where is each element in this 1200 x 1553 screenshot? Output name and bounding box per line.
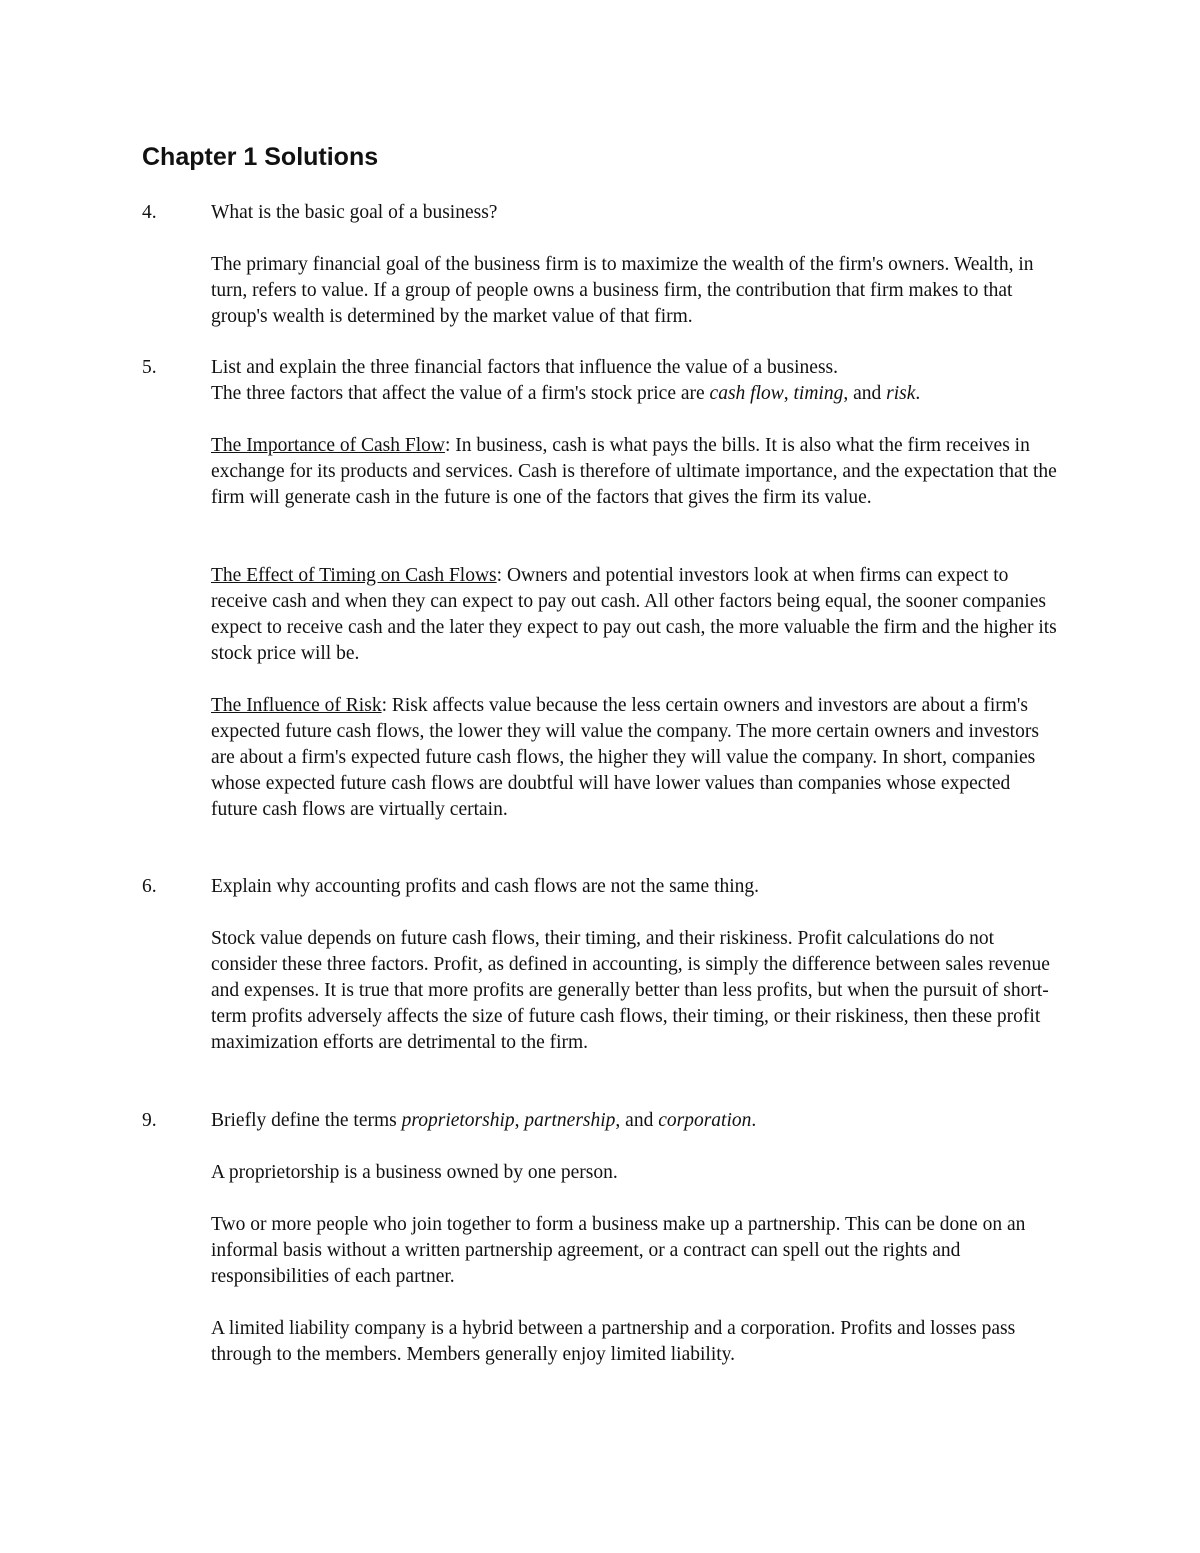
question-9-number: 9. (142, 1110, 157, 1131)
cash-flow-heading: The Importance of Cash Flow (211, 435, 445, 456)
question-9-suffix: . (751, 1110, 757, 1131)
risk-heading: The Influence of Risk (211, 695, 382, 716)
question-5-text (211, 355, 1061, 407)
question-4-answer: The primary financial goal of the business firm is to maximize the wealth of the firm's owners. Wealth, in turn, refers to value. If a group of people owns a business firm, the contribution that firm makes to that group's wealth is determined by the market value of that firm. (211, 254, 1034, 327)
llc-answer: A limited liability company is a hybrid between a partnership and a corporation. Profits and losses pass through to the members. Members generally enjoy limited liability. (211, 1318, 1016, 1365)
proprietorship-answer: A proprietorship is a business owned by one person. (211, 1162, 618, 1183)
term-partnership: partnership (524, 1110, 616, 1131)
timing-heading: The Effect of Timing on Cash Flows (211, 565, 497, 586)
question-4-number: 4. (142, 202, 157, 223)
risk-text: : Risk affects value because the less certain owners and investors are about a firm's expected future cash flows, the lower they will value the company. The more certain owners and investors are about a firm's expected future cash flows, the higher they will value the company. In short, companies whose expected future cash flows are doubtful will have lower values than companies whose expected future cash flows are virtually certain. (211, 695, 1039, 820)
question-4-text: What is the basic goal of a business? (211, 202, 498, 223)
term-corporation: corporation (658, 1110, 752, 1131)
factor-cash-flow: cash flow (709, 383, 784, 404)
page-title: Chapter 1 Solutions (142, 143, 379, 171)
timing-text: : Owners and potential investors look at when firms can expect to receive cash and when they can expect to pay out cash. All other factors being equal, the sooner companies expect to receive cash and the later they expect to pay out cash, the more valuable the firm and the higher its stock price will be. (211, 565, 1057, 664)
factor-timing: timing (793, 383, 844, 404)
question-5-number: 5. (142, 357, 157, 378)
term-separator-1: , (514, 1110, 525, 1131)
timing-paragraph (211, 563, 1061, 667)
term-proprietorship: proprietorship (401, 1110, 515, 1131)
question-6-number: 6. (142, 876, 157, 897)
partnership-answer: Two or more people who join together to form a business make up a partnership. This can be done on an informal basis without a written partnership agreement, or a contract can spell out the rights and responsibilities of each partner. (211, 1214, 1026, 1287)
question-5-prompt: List and explain the three financial factors that influence the value of a business. (211, 357, 839, 378)
factor-risk: risk (886, 383, 916, 404)
question-9-prefix: Briefly define the terms (211, 1110, 402, 1131)
question-9-text (211, 1108, 1061, 1134)
question-6-text: Explain why accounting profits and cash flows are not the same thing. (211, 876, 760, 897)
factors-intro-suffix: . (915, 383, 921, 404)
cash-flow-text: : In business, cash is what pays the bills. It is also what the firm receives in exchange for its products and services. Cash is therefore of ultimate importance, and the expectation that the firm will generate cash in the future is one of the factors that gives the firm its value. (211, 435, 1057, 508)
factor-separator-1: , (783, 383, 794, 404)
question-6-answer: Stock value depends on future cash flows, their timing, and their riskiness. Profit calculations do not consider these three factors. Profit, as defined in accounting, is simply the difference between sales revenue and expenses. It is true that more profits are generally better than less profits, but when the pursuit of short-term profits adversely affects the size of future cash flows, their timing, or their riskiness, then these profit maximization efforts are detrimental to the firm. (211, 928, 1050, 1053)
factors-intro-prefix: The three factors that affect the value of a firm's stock price are (211, 383, 710, 404)
factor-separator-2: , and (843, 383, 887, 404)
cash-flow-paragraph (211, 433, 1061, 511)
term-separator-2: , and (615, 1110, 659, 1131)
risk-paragraph (211, 693, 1061, 823)
